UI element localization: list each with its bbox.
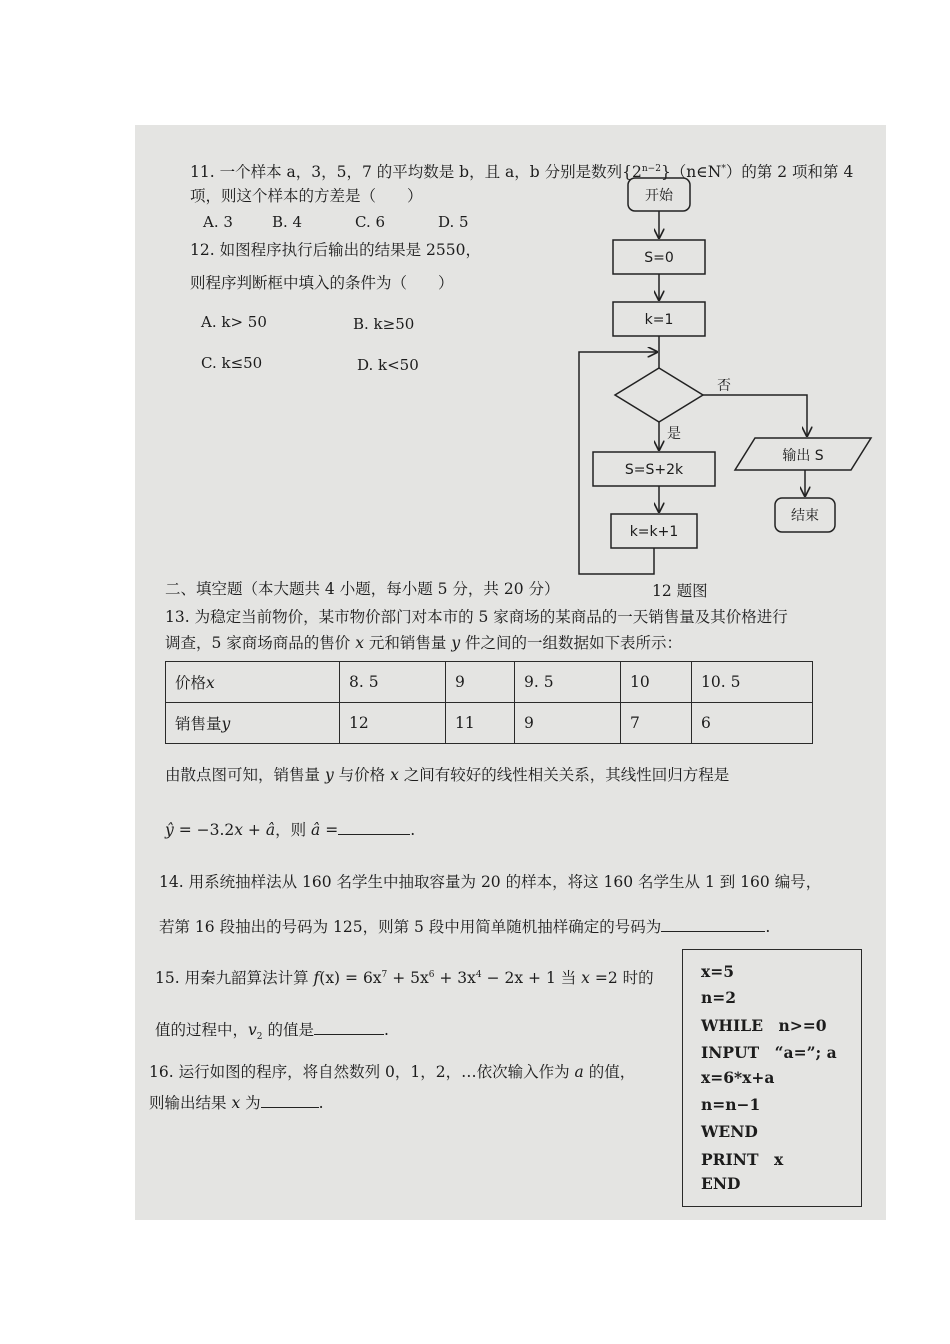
q16-answer-blank[interactable]	[261, 1091, 319, 1108]
program-line: x=6*x+a	[701, 1068, 775, 1087]
exam-page	[135, 125, 886, 1220]
arrow-no	[703, 395, 807, 436]
q11-option-c: C. 6	[355, 213, 386, 231]
output-label: 输出 S	[782, 448, 824, 464]
q12-option-c: C. k≤50	[201, 354, 263, 372]
q13-line3: 由散点图可知，销售量 y 与价格 x 之间有较好的线性相关关系，其线性回归方程是	[165, 766, 730, 784]
price-sales-table	[165, 661, 813, 744]
q11-line1: 11. 一个样本 a，3，5，7 的平均数是 b，且 a，b 分别是数列$\{2^{n-2}\}(n\in N^*)$的第 2 项和第 4	[190, 163, 854, 182]
update-s-label: S=S+2k	[624, 462, 684, 478]
decision-box	[615, 368, 703, 422]
q16-line2: 则输出结果 x 为 .	[149, 1091, 324, 1113]
q12-option-b: B. k≥50	[353, 315, 415, 333]
sales-cell: 9	[515, 703, 621, 744]
q13-line1: 13. 为稳定当前物价，某市物价部门对本市的 5 家商场的某商品的一天销售量及其价格进行	[165, 608, 788, 626]
sales-cell: 6	[692, 703, 813, 744]
flowchart-caption: 12 题图	[652, 582, 708, 600]
program-line: n=n−1	[701, 1095, 761, 1114]
section-heading: 二、填空题（本大题共 4 小题，每小题 5 分，共 20 分）	[165, 580, 560, 598]
q15-line2: 值的过程中，$v_2$ 的值是 .	[155, 1018, 389, 1047]
program-line: WEND	[701, 1122, 758, 1141]
row-header-price: 价格x	[166, 662, 340, 703]
q11-line2: 项，则这个样本的方差是（ ）	[190, 187, 423, 205]
q11-option-b: B. 4	[272, 213, 303, 231]
program-line: x=5	[701, 962, 735, 981]
program-line: INPUT “a=”; a	[701, 1043, 837, 1062]
program-line: WHILE n>=0	[701, 1016, 827, 1035]
q11-option-d: D. 5	[438, 213, 469, 231]
q12-option-d: D. k<50	[357, 356, 419, 374]
no-label: 否	[717, 378, 731, 394]
end-label: 结束	[791, 508, 819, 524]
q13-equation: ŷ = −3.2x + â，则 â = .	[165, 818, 415, 840]
q12-option-a: A. k> 50	[201, 313, 267, 331]
program-line: n=2	[701, 988, 737, 1007]
q15-answer-blank[interactable]	[314, 1018, 384, 1035]
program-line: END	[701, 1174, 741, 1193]
sales-cell: 11	[446, 703, 515, 744]
table-row	[166, 662, 813, 703]
program-line: PRINT x	[701, 1150, 784, 1169]
price-cell: 9	[446, 662, 515, 703]
program-box	[682, 949, 862, 1207]
table-row	[166, 703, 813, 744]
q12-line2: 则程序判断框中填入的条件为（ ）	[190, 274, 454, 292]
q11-option-a: A. 3	[203, 213, 233, 231]
q13-answer-blank[interactable]	[338, 818, 410, 835]
q14-answer-blank[interactable]	[661, 915, 765, 932]
q15-line1: 15. 用秦九韶算法计算 $f(x) = 6x^7 + 5x^6 + 3x^4 - 2x + 1$ 当 x =2 时的	[155, 969, 654, 988]
q16-line1: 16. 运行如图的程序，将自然数列 0，1，2，…依次输入作为 a 的值，	[149, 1063, 636, 1081]
price-cell: 10. 5	[692, 662, 813, 703]
q12-line1: 12. 如图程序执行后输出的结果是 2550，	[190, 241, 481, 259]
price-cell: 9. 5	[515, 662, 621, 703]
flowchart	[575, 170, 875, 590]
sales-cell: 12	[340, 703, 446, 744]
q14-line1: 14. 用系统抽样法从 160 名学生中抽取容量为 20 的样本，将这 160 名学生从 1 到 160 编号，	[159, 873, 822, 891]
init-k-label: k=1	[644, 312, 674, 328]
update-k-label: k=k+1	[629, 524, 679, 540]
start-label: 开始	[645, 188, 673, 204]
q13-line2: 调查，5 家商场商品的售价 x 元和销售量 y 件之间的一组数据如下表所示：	[165, 634, 683, 652]
price-cell: 8. 5	[340, 662, 446, 703]
price-cell: 10	[621, 662, 692, 703]
sales-cell: 7	[621, 703, 692, 744]
q14-line2: 若第 16 段抽出的号码为 125，则第 5 段中用简单随机抽样确定的号码为 .	[159, 915, 770, 937]
yes-label: 是	[667, 426, 681, 442]
init-s-label: S=0	[644, 250, 674, 266]
row-header-sales: 销售量y	[166, 703, 340, 744]
